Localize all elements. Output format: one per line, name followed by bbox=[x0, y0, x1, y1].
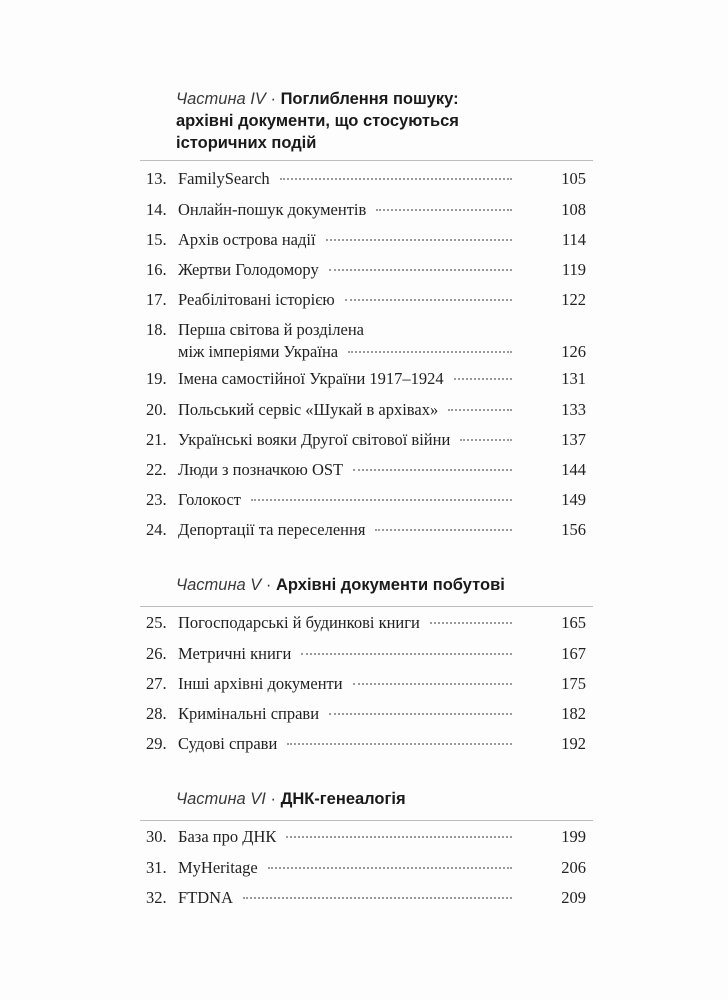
chapter-title: Українські вояки Другої світової війни bbox=[178, 430, 451, 449]
page-number: 122 bbox=[561, 290, 586, 309]
dot-leader bbox=[280, 177, 512, 180]
page-number: 105 bbox=[561, 169, 586, 188]
toc-entry[interactable] bbox=[146, 826, 586, 848]
part-separator: · bbox=[265, 790, 281, 808]
chapter-title: Голокост bbox=[178, 490, 241, 509]
chapter-number: 15. bbox=[146, 230, 167, 249]
part-heading bbox=[176, 788, 536, 810]
part-label: Частина VI bbox=[176, 790, 266, 808]
dot-leader bbox=[430, 621, 512, 624]
chapter-title: MyHeritage bbox=[178, 858, 258, 877]
toc-entry[interactable] bbox=[146, 259, 586, 281]
chapter-title: Погосподарські й будинкові книги bbox=[178, 613, 420, 632]
chapter-number: 13. bbox=[146, 169, 167, 188]
part-title: архівні документи, що стосуються bbox=[176, 112, 459, 130]
page-number: 206 bbox=[561, 858, 586, 877]
page-number: 133 bbox=[561, 400, 586, 419]
toc-entry[interactable] bbox=[146, 368, 586, 390]
part-separator: · bbox=[261, 576, 276, 594]
part-heading bbox=[176, 574, 536, 596]
dot-leader bbox=[375, 528, 512, 531]
dot-leader bbox=[353, 468, 512, 471]
chapter-number: 22. bbox=[146, 460, 167, 479]
chapter-number: 18. bbox=[146, 320, 167, 339]
toc-entry[interactable] bbox=[146, 703, 586, 725]
page-number: 167 bbox=[561, 644, 586, 663]
page-number: 137 bbox=[561, 430, 586, 449]
chapter-title: Перша світова й розділена bbox=[178, 320, 364, 339]
chapter-title: Польський сервіс «Шукай в архівах» bbox=[178, 400, 439, 419]
toc-entry[interactable] bbox=[146, 168, 586, 190]
toc-entry[interactable] bbox=[146, 643, 586, 665]
part-title: Поглиблення пошуку: bbox=[280, 90, 459, 108]
part-title: ДНК-генеалогія bbox=[280, 790, 406, 808]
dot-leader bbox=[301, 652, 512, 655]
chapter-title: FTDNA bbox=[178, 888, 234, 907]
chapter-title: Судові справи bbox=[178, 734, 278, 753]
toc-entry[interactable] bbox=[146, 857, 586, 879]
chapter-number: 32. bbox=[146, 888, 167, 907]
part-label: Частина V bbox=[176, 576, 262, 594]
dot-leader bbox=[448, 408, 512, 411]
chapter-number: 29. bbox=[146, 734, 167, 753]
part-label: Частина IV bbox=[176, 90, 266, 108]
toc-entry[interactable] bbox=[146, 429, 586, 451]
page-number: 131 bbox=[561, 369, 586, 388]
toc-entry[interactable] bbox=[146, 199, 586, 221]
chapter-number: 16. bbox=[146, 260, 167, 279]
page-number: 165 bbox=[561, 613, 586, 632]
part-heading bbox=[176, 88, 536, 154]
page-number: 199 bbox=[561, 827, 586, 846]
section-divider bbox=[140, 820, 593, 821]
chapter-number: 23. bbox=[146, 490, 167, 509]
chapter-number: 28. bbox=[146, 704, 167, 723]
chapter-title: Інші архівні документи bbox=[178, 674, 343, 693]
chapter-number: 30. bbox=[146, 827, 167, 846]
chapter-title: Метричні книги bbox=[178, 644, 292, 663]
chapter-title: Кримінальні справи bbox=[178, 704, 320, 723]
page-number: 175 bbox=[561, 674, 586, 693]
section-divider bbox=[140, 606, 593, 607]
toc-entry[interactable] bbox=[146, 289, 586, 311]
page-number: 119 bbox=[561, 260, 586, 279]
toc-entry[interactable] bbox=[146, 519, 586, 541]
page-number: 209 bbox=[561, 888, 586, 907]
dot-leader bbox=[348, 350, 512, 353]
dot-leader bbox=[251, 498, 512, 501]
dot-leader bbox=[287, 742, 512, 745]
page-number: 156 bbox=[561, 520, 586, 539]
dot-leader bbox=[460, 438, 512, 441]
dot-leader bbox=[286, 835, 512, 838]
chapter-title: Архів острова надії bbox=[178, 230, 316, 249]
toc-entry[interactable] bbox=[146, 733, 586, 755]
chapter-number: 26. bbox=[146, 644, 167, 663]
chapter-title: Жертви Голодомору bbox=[178, 260, 319, 279]
chapter-title: Реабілітовані історією bbox=[178, 290, 335, 309]
page-number: 192 bbox=[561, 734, 586, 753]
toc-entry[interactable] bbox=[146, 229, 586, 251]
part-title: Архівні документи побутові bbox=[275, 576, 505, 594]
dot-leader bbox=[345, 298, 512, 301]
chapter-number: 27. bbox=[146, 674, 167, 693]
chapter-number: 24. bbox=[146, 520, 167, 539]
page-number: 182 bbox=[561, 704, 586, 723]
chapter-title: База про ДНК bbox=[178, 827, 277, 846]
chapter-number: 19. bbox=[146, 369, 167, 388]
section-divider bbox=[140, 160, 593, 161]
part-separator: · bbox=[265, 90, 281, 108]
chapter-number: 17. bbox=[146, 290, 167, 309]
toc-entry[interactable] bbox=[146, 673, 586, 695]
dot-leader bbox=[454, 377, 512, 380]
toc-entry[interactable] bbox=[146, 489, 586, 511]
chapter-number: 31. bbox=[146, 858, 167, 877]
chapter-number: 25. bbox=[146, 613, 167, 632]
toc-entry[interactable] bbox=[146, 319, 586, 363]
chapter-title: Люди з позначкою OST bbox=[178, 460, 344, 479]
chapter-title: між імперіями Україна bbox=[178, 342, 339, 361]
toc-entry[interactable] bbox=[146, 887, 586, 909]
toc-entry[interactable] bbox=[146, 459, 586, 481]
chapter-title: Імена самостійної України 1917–1924 bbox=[178, 369, 444, 388]
chapter-title: Онлайн-пошук документів bbox=[178, 200, 367, 219]
page-number: 126 bbox=[561, 342, 586, 361]
dot-leader bbox=[326, 238, 512, 241]
chapter-number: 14. bbox=[146, 200, 167, 219]
dot-leader bbox=[376, 208, 512, 211]
chapter-number: 20. bbox=[146, 400, 167, 419]
dot-leader bbox=[329, 268, 512, 271]
part-title: історичних подій bbox=[176, 134, 317, 152]
toc-entry[interactable] bbox=[146, 399, 586, 421]
chapter-number: 21. bbox=[146, 430, 167, 449]
page-number: 144 bbox=[561, 460, 586, 479]
page-number: 149 bbox=[561, 490, 586, 509]
dot-leader bbox=[243, 896, 512, 899]
page-number: 114 bbox=[561, 230, 586, 249]
dot-leader bbox=[353, 682, 512, 685]
dot-leader bbox=[268, 866, 512, 869]
page-number: 108 bbox=[561, 200, 586, 219]
toc-entry[interactable] bbox=[146, 612, 586, 634]
chapter-title: FamilySearch bbox=[178, 169, 270, 188]
dot-leader bbox=[329, 712, 512, 715]
chapter-title: Депортації та переселення bbox=[178, 520, 366, 539]
